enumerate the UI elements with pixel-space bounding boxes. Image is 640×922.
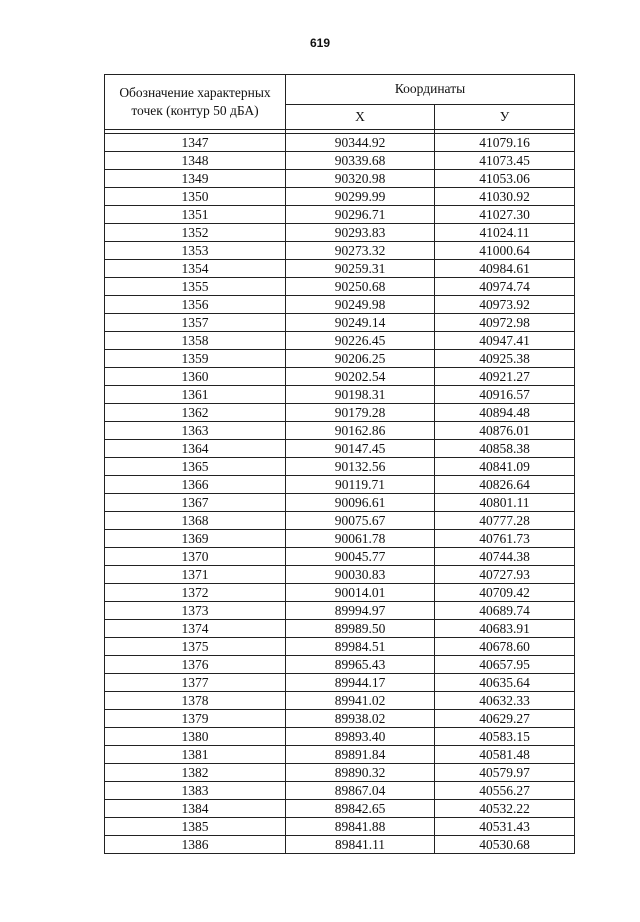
point-id-cell: 1377 bbox=[105, 674, 286, 692]
table-row bbox=[105, 566, 575, 584]
table-row bbox=[105, 260, 575, 278]
table-row bbox=[105, 386, 575, 404]
y-value-cell: 40761.73 bbox=[435, 530, 575, 548]
table-row bbox=[105, 548, 575, 566]
table-row bbox=[105, 710, 575, 728]
point-id-cell: 1375 bbox=[105, 638, 286, 656]
point-id-cell: 1386 bbox=[105, 836, 286, 854]
table-row bbox=[105, 638, 575, 656]
point-id-cell: 1350 bbox=[105, 188, 286, 206]
x-value-cell: 90296.71 bbox=[286, 206, 435, 224]
y-value-cell: 40683.91 bbox=[435, 620, 575, 638]
table-row bbox=[105, 458, 575, 476]
y-value-cell: 40727.93 bbox=[435, 566, 575, 584]
table-row bbox=[105, 314, 575, 332]
y-value-cell: 40777.28 bbox=[435, 512, 575, 530]
x-value-cell: 90061.78 bbox=[286, 530, 435, 548]
table-row bbox=[105, 782, 575, 800]
table-row bbox=[105, 332, 575, 350]
y-value-cell: 40632.33 bbox=[435, 692, 575, 710]
x-value-cell: 90249.98 bbox=[286, 296, 435, 314]
point-id-cell: 1366 bbox=[105, 476, 286, 494]
table-row bbox=[105, 224, 575, 242]
y-value-cell: 40689.74 bbox=[435, 602, 575, 620]
point-id-cell: 1374 bbox=[105, 620, 286, 638]
point-id-cell: 1351 bbox=[105, 206, 286, 224]
x-value-cell: 89842.65 bbox=[286, 800, 435, 818]
y-value-cell: 40984.61 bbox=[435, 260, 575, 278]
point-id-cell: 1359 bbox=[105, 350, 286, 368]
table-row bbox=[105, 134, 575, 152]
point-id-cell: 1372 bbox=[105, 584, 286, 602]
x-value-cell: 90198.31 bbox=[286, 386, 435, 404]
point-id-cell: 1347 bbox=[105, 134, 286, 152]
table-row bbox=[105, 602, 575, 620]
x-value-cell: 90344.92 bbox=[286, 134, 435, 152]
table-row bbox=[105, 350, 575, 368]
table-row bbox=[105, 242, 575, 260]
y-value-cell: 40583.15 bbox=[435, 728, 575, 746]
x-value-cell: 90045.77 bbox=[286, 548, 435, 566]
x-value-cell: 90259.31 bbox=[286, 260, 435, 278]
point-id-cell: 1368 bbox=[105, 512, 286, 530]
x-value-cell: 89965.43 bbox=[286, 656, 435, 674]
x-value-cell: 89891.84 bbox=[286, 746, 435, 764]
y-value-cell: 41053.06 bbox=[435, 170, 575, 188]
x-value-cell: 90179.28 bbox=[286, 404, 435, 422]
point-designation-header: Обозначение характерных точек (контур 50 дБА) bbox=[105, 75, 286, 130]
x-value-cell: 90132.56 bbox=[286, 458, 435, 476]
y-value-cell: 40801.11 bbox=[435, 494, 575, 512]
x-value-cell: 89941.02 bbox=[286, 692, 435, 710]
table-row bbox=[105, 800, 575, 818]
point-id-cell: 1369 bbox=[105, 530, 286, 548]
point-id-cell: 1367 bbox=[105, 494, 286, 512]
point-id-cell: 1382 bbox=[105, 764, 286, 782]
table-body bbox=[105, 134, 575, 854]
table-row bbox=[105, 278, 575, 296]
table-row bbox=[105, 368, 575, 386]
y-value-cell: 40581.48 bbox=[435, 746, 575, 764]
point-id-cell: 1361 bbox=[105, 386, 286, 404]
x-value-cell: 89944.17 bbox=[286, 674, 435, 692]
table-row bbox=[105, 188, 575, 206]
point-id-cell: 1356 bbox=[105, 296, 286, 314]
x-value-cell: 90226.45 bbox=[286, 332, 435, 350]
table-row bbox=[105, 656, 575, 674]
table-row bbox=[105, 422, 575, 440]
table-row bbox=[105, 440, 575, 458]
point-id-cell: 1358 bbox=[105, 332, 286, 350]
y-value-cell: 40947.41 bbox=[435, 332, 575, 350]
y-value-cell: 40657.95 bbox=[435, 656, 575, 674]
x-value-cell: 89841.88 bbox=[286, 818, 435, 836]
table-row bbox=[105, 746, 575, 764]
table-row bbox=[105, 494, 575, 512]
point-id-cell: 1362 bbox=[105, 404, 286, 422]
table-row bbox=[105, 296, 575, 314]
table-row bbox=[105, 692, 575, 710]
y-value-cell: 40916.57 bbox=[435, 386, 575, 404]
coordinates-header: Координаты bbox=[286, 75, 575, 105]
x-value-cell: 90096.61 bbox=[286, 494, 435, 512]
x-value-cell: 89841.11 bbox=[286, 836, 435, 854]
y-value-cell: 40974.74 bbox=[435, 278, 575, 296]
y-value-cell: 40826.64 bbox=[435, 476, 575, 494]
y-value-cell: 41000.64 bbox=[435, 242, 575, 260]
x-value-cell: 90075.67 bbox=[286, 512, 435, 530]
point-id-cell: 1360 bbox=[105, 368, 286, 386]
y-value-cell: 40925.38 bbox=[435, 350, 575, 368]
table-row bbox=[105, 206, 575, 224]
y-value-cell: 40530.68 bbox=[435, 836, 575, 854]
y-value-cell: 40635.64 bbox=[435, 674, 575, 692]
x-value-cell: 89867.04 bbox=[286, 782, 435, 800]
x-value-cell: 90339.68 bbox=[286, 152, 435, 170]
table-row bbox=[105, 530, 575, 548]
table-row bbox=[105, 170, 575, 188]
y-value-cell: 40876.01 bbox=[435, 422, 575, 440]
point-id-cell: 1365 bbox=[105, 458, 286, 476]
x-value-cell: 90249.14 bbox=[286, 314, 435, 332]
table-row bbox=[105, 764, 575, 782]
y-value-cell: 40894.48 bbox=[435, 404, 575, 422]
y-value-cell: 40556.27 bbox=[435, 782, 575, 800]
x-value-cell: 90250.68 bbox=[286, 278, 435, 296]
y-value-cell: 40921.27 bbox=[435, 368, 575, 386]
y-value-cell: 40709.42 bbox=[435, 584, 575, 602]
table-row bbox=[105, 620, 575, 638]
y-value-cell: 40629.27 bbox=[435, 710, 575, 728]
table-row bbox=[105, 674, 575, 692]
y-value-cell: 40973.92 bbox=[435, 296, 575, 314]
table-row bbox=[105, 584, 575, 602]
point-id-cell: 1380 bbox=[105, 728, 286, 746]
table-row bbox=[105, 728, 575, 746]
point-id-cell: 1357 bbox=[105, 314, 286, 332]
point-id-cell: 1355 bbox=[105, 278, 286, 296]
table-row bbox=[105, 476, 575, 494]
table-row bbox=[105, 152, 575, 170]
x-value-cell: 89890.32 bbox=[286, 764, 435, 782]
point-id-cell: 1371 bbox=[105, 566, 286, 584]
x-value-cell: 90014.01 bbox=[286, 584, 435, 602]
point-id-cell: 1381 bbox=[105, 746, 286, 764]
y-value-cell: 40744.38 bbox=[435, 548, 575, 566]
point-id-cell: 1364 bbox=[105, 440, 286, 458]
point-id-cell: 1385 bbox=[105, 818, 286, 836]
y-value-cell: 41024.11 bbox=[435, 224, 575, 242]
point-id-cell: 1348 bbox=[105, 152, 286, 170]
point-id-cell: 1383 bbox=[105, 782, 286, 800]
table-row bbox=[105, 512, 575, 530]
point-id-cell: 1349 bbox=[105, 170, 286, 188]
y-value-cell: 40532.22 bbox=[435, 800, 575, 818]
y-value-cell: 41073.45 bbox=[435, 152, 575, 170]
point-id-cell: 1376 bbox=[105, 656, 286, 674]
x-column-header: Х bbox=[286, 104, 435, 129]
point-id-cell: 1373 bbox=[105, 602, 286, 620]
coordinates-table bbox=[104, 74, 575, 854]
x-value-cell: 90202.54 bbox=[286, 368, 435, 386]
x-value-cell: 90119.71 bbox=[286, 476, 435, 494]
point-id-cell: 1378 bbox=[105, 692, 286, 710]
x-value-cell: 90273.32 bbox=[286, 242, 435, 260]
x-value-cell: 89989.50 bbox=[286, 620, 435, 638]
point-id-cell: 1370 bbox=[105, 548, 286, 566]
x-value-cell: 89938.02 bbox=[286, 710, 435, 728]
x-value-cell: 90147.45 bbox=[286, 440, 435, 458]
x-value-cell: 90320.98 bbox=[286, 170, 435, 188]
point-id-cell: 1354 bbox=[105, 260, 286, 278]
x-value-cell: 90030.83 bbox=[286, 566, 435, 584]
x-value-cell: 90299.99 bbox=[286, 188, 435, 206]
point-id-cell: 1379 bbox=[105, 710, 286, 728]
y-column-header: У bbox=[435, 104, 575, 129]
y-value-cell: 40858.38 bbox=[435, 440, 575, 458]
y-value-cell: 41027.30 bbox=[435, 206, 575, 224]
y-value-cell: 40579.97 bbox=[435, 764, 575, 782]
x-value-cell: 89893.40 bbox=[286, 728, 435, 746]
y-value-cell: 41079.16 bbox=[435, 134, 575, 152]
table-row bbox=[105, 404, 575, 422]
x-value-cell: 90206.25 bbox=[286, 350, 435, 368]
table-row bbox=[105, 818, 575, 836]
y-value-cell: 40972.98 bbox=[435, 314, 575, 332]
point-id-cell: 1363 bbox=[105, 422, 286, 440]
x-value-cell: 90293.83 bbox=[286, 224, 435, 242]
point-id-cell: 1384 bbox=[105, 800, 286, 818]
x-value-cell: 90162.86 bbox=[286, 422, 435, 440]
y-value-cell: 40531.43 bbox=[435, 818, 575, 836]
point-id-cell: 1353 bbox=[105, 242, 286, 260]
x-value-cell: 89994.97 bbox=[286, 602, 435, 620]
y-value-cell: 40678.60 bbox=[435, 638, 575, 656]
point-id-cell: 1352 bbox=[105, 224, 286, 242]
y-value-cell: 40841.09 bbox=[435, 458, 575, 476]
x-value-cell: 89984.51 bbox=[286, 638, 435, 656]
y-value-cell: 41030.92 bbox=[435, 188, 575, 206]
table-row bbox=[105, 836, 575, 854]
page-number: 619 bbox=[309, 36, 331, 50]
